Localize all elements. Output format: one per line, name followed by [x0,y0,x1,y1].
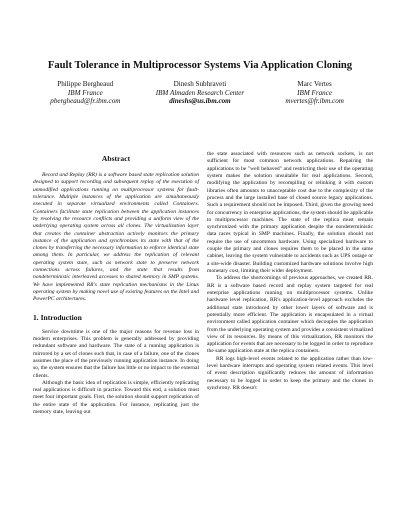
author-affiliation: IBM France [297,88,333,97]
body-paragraph: To address the shortcomings of previous approaches, we created RR. RR is a software based record and replay system targeted for real enterprise applications running on multiprocessor systems. Unlike hardware level replication, RR's application-level approach excludes the additional state introduced by other lower layers of software and is potentially more efficient. The application is encapsulated in a virtual environment called application container which decouples the application from the underlying operating system and provides a consistent virtualized view of its resources. By means of this virtualization, RR monitors the application for events that are necessary to be logged in order to reproduce the same application state at the replica containers. [207,275,373,355]
body-paragraph: Service downtime is one of the major reasons for revenue loss in modern enterprises. This problem is generally addressed by providing redundant software and hardware. The state of a running application is mirrored by a set of clones such that, in case of a failure, one of the clones assumes the place of the previously running application instance. In doing so, the system ensures that the failure has little or no impact to the external clients. [33,328,199,379]
section-heading-introduction: 1. Introduction [33,312,82,322]
author-affiliation: IBM France [67,88,103,97]
author-email: pbergheaud@fr.ibm.com [50,97,121,106]
author-email: dineshs@us.ibm.com [169,97,231,106]
abstract-paragraph: Record and Replay (RR) is a software based state replication solution designed to support recording and subsequent replay of the execution of unmodified applications running on multiprocessor systems for fault-tolerance. Multiple instances of the application are simultaneously executed in separate virtualized environments called Containers. Containers facilitate state replication between the application instances by resolving the resource conflicts and providing a uniform view of the underlying operating system across all clones. The virtualization layer that creates the container abstraction actively monitors the primary instance of the application and synchronizes its state with that of the clones by transferring the necessary information to enforce identical state among them. In particular, we address the replication of relevant operating system state, such as network state to preserve network connections across failures, and the state that results from nondeterministic interleaved accesses to shared memory in SMP systems. We have implemented RR's state replication mechanisms in the Linux operating system by making novel use of existing features on the Intel and PowerPC architectures. [33,172,199,303]
body-paragraph: the state associated with resources such as network sockets, is not sufficient for most common network applications. Repairing the applications to be "well behaved" and restricting their use of the operating system makes the solution unsuitable for real applications. Second, modifying the application by recompiling or relinking it with custom libraries often amounts to unacceptable cost due to the complexity of the process and the large installed base of closed source legacy applications. Such a requirement should not be imposed. Third, given the growing need for concurrency in enterprise applications, the system should be applicable to multiprocessor machines. The state of the replica must remain synchronized with the primary application despite the nondeterministic data races typical in SMP machines. Finally, the solution should not require the use of uncommon hardware. Using specialized hardware to couple the primary and clones requires them to be placed in the same cabinet, leaving the system vulnerable to accidents such as UPS outage or a site-wide disaster. Building customized hardware solutions involve high monetary cost, limiting their wider deployment. [207,151,373,274]
body-paragraph: Although the basic idea of replication is simple, efficiently replicating real applications is difficult in practice. Toward this end, a solution must meet four important goals. First, the solution should support replication of the entire state of the application. For instance, replicating just the memory state, leaving out [33,379,199,416]
author-email: mvertes@fr.ibm.com [285,97,344,106]
right-column [207,151,373,392]
abstract-body [33,172,199,304]
body-paragraph: RR logs high-level events related to the application rather than low-level hardware interrupts and operating system related events. This level of event description significantly reduces the amount of information necessary to be logged in order to keep the primary and the clones in synchrony. RR doesn't [207,355,373,391]
author-2 [143,80,258,106]
abstract-heading: Abstract [101,154,131,163]
author-name: Philippe Bergheaud [57,80,114,88]
author-3 [257,80,372,106]
author-name: Dinesh Subhraveti [173,80,227,88]
introduction-body [33,329,199,417]
paper-title: Fault Tolerance in Multiprocessor Systems Via Application Cloning [47,60,353,71]
author-block [28,80,372,106]
author-1 [28,80,143,106]
author-affiliation: IBM Almaden Research Center [155,88,245,97]
author-name: Marc Vertes [297,80,332,88]
left-column [33,150,199,416]
